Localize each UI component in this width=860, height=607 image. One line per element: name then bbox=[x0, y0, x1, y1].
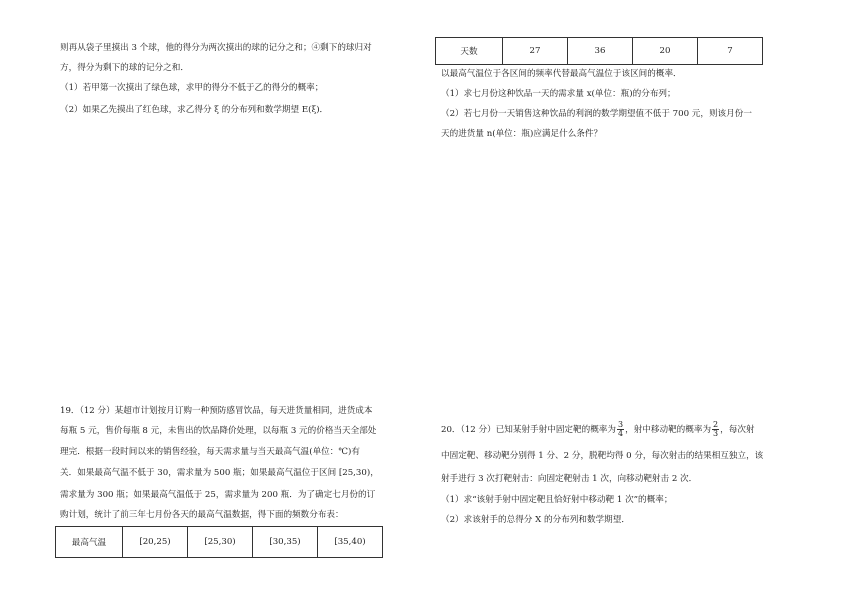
temperature-frequency-table bbox=[55, 526, 383, 558]
q19-line-5: 需求量为 300 瓶；如果最高气温低于 25，需求量为 200 瓶．为了确定七月份的订 bbox=[60, 490, 376, 500]
table-cell: 36 bbox=[568, 38, 633, 65]
q19-line-2: 每瓶 5 元，售价每瓶 8 元，未售出的饮品降价处理，以每瓶 3 元的价格当天全部处 bbox=[60, 426, 377, 436]
table-cell: [30,35) bbox=[253, 527, 318, 558]
fraction-numerator: 2 bbox=[713, 420, 719, 429]
table-cell: 20 bbox=[633, 38, 698, 65]
right-top-question-1: （1）求七月份这种饮品一天的需求量 x(单位：瓶)的分布列； bbox=[441, 89, 676, 99]
q20-question-1: （1）求“该射手射中固定靶且恰好射中移动靶 1 次”的概率； bbox=[441, 495, 673, 505]
table-cell: 27 bbox=[503, 38, 568, 65]
table-cell: [35,40) bbox=[318, 527, 383, 558]
table-cell: 7 bbox=[698, 38, 763, 65]
q19-line-1: 19．（12 分）某超市计划按月订购一种预防感冒饮品，每天进货量相同，进货成本 bbox=[60, 406, 373, 416]
days-frequency-table bbox=[435, 37, 763, 65]
table-cell: [20,25) bbox=[123, 527, 188, 558]
fraction-moving-target bbox=[712, 421, 719, 438]
q20-line-1-text-b: ，射中移动靶的概率为 bbox=[625, 425, 712, 435]
left-top-line-1: 则再从袋子里摸出 3 个球，他的得分为两次摸出的球的记分之和；④剩下的球归对 bbox=[60, 43, 372, 53]
left-top-question-2: （2）如果乙先摸出了红色球，求乙得分 ξ 的分布列和数学期望 E(ξ)． bbox=[60, 105, 329, 115]
q19-line-4: 关．如果最高气温不低于 30，需求量为 500 瓶；如果最高气温位于区间 [25,30)， bbox=[60, 468, 379, 478]
table-header-cell: 天数 bbox=[436, 38, 503, 65]
q19-line-6: 购计划，统计了前三年七月份各天的最高气温数据，得下面的频数分布表： bbox=[60, 510, 344, 520]
q20-line-1 bbox=[441, 420, 755, 440]
left-top-question-1: （1）若甲第一次摸出了绿色球，求甲的得分不低于乙的得分的概率； bbox=[60, 83, 324, 93]
table-cell: [25,30) bbox=[188, 527, 253, 558]
q20-line-3: 射手进行 3 次打靶射击：向固定靶射击 1 次，向移动靶射击 2 次． bbox=[441, 474, 698, 484]
q20-question-2: （2）求该射手的总得分 X 的分布列和数学期望． bbox=[441, 515, 630, 525]
q19-line-3: 理完．根据一段时间以来的销售经验，每天需求量与当天最高气温(单位：℃)有 bbox=[60, 447, 360, 457]
table-header-cell: 最高气温 bbox=[56, 527, 123, 558]
fraction-denominator: 3 bbox=[713, 429, 719, 438]
fraction-numerator: 3 bbox=[618, 420, 624, 429]
q20-line-1-text-c: ，每次射 bbox=[720, 425, 755, 435]
right-top-question-2a: （2）若七月份一天销售这种饮品的利润的数学期望值不低于 700 元，则该月份一 bbox=[441, 109, 752, 119]
fraction-denominator: 4 bbox=[618, 429, 624, 438]
left-top-line-2: 方，得分为剩下的球的记分之和． bbox=[60, 63, 189, 73]
q20-line-1-text-a: 20．（12 分）已知某射手射中固定靶的概率为 bbox=[441, 425, 616, 435]
q20-line-2: 中固定靶、移动靶分别得 1 分、2 分，脱靶均得 0 分，每次射击的结果相互独立，该 bbox=[441, 451, 764, 461]
fraction-fixed-target bbox=[617, 421, 624, 438]
right-top-line-1: 以最高气温位于各区间的频率代替最高气温位于该区间的概率． bbox=[441, 69, 682, 79]
right-top-question-2b: 天的进货量 n(单位：瓶)应满足什么条件？ bbox=[441, 129, 603, 139]
